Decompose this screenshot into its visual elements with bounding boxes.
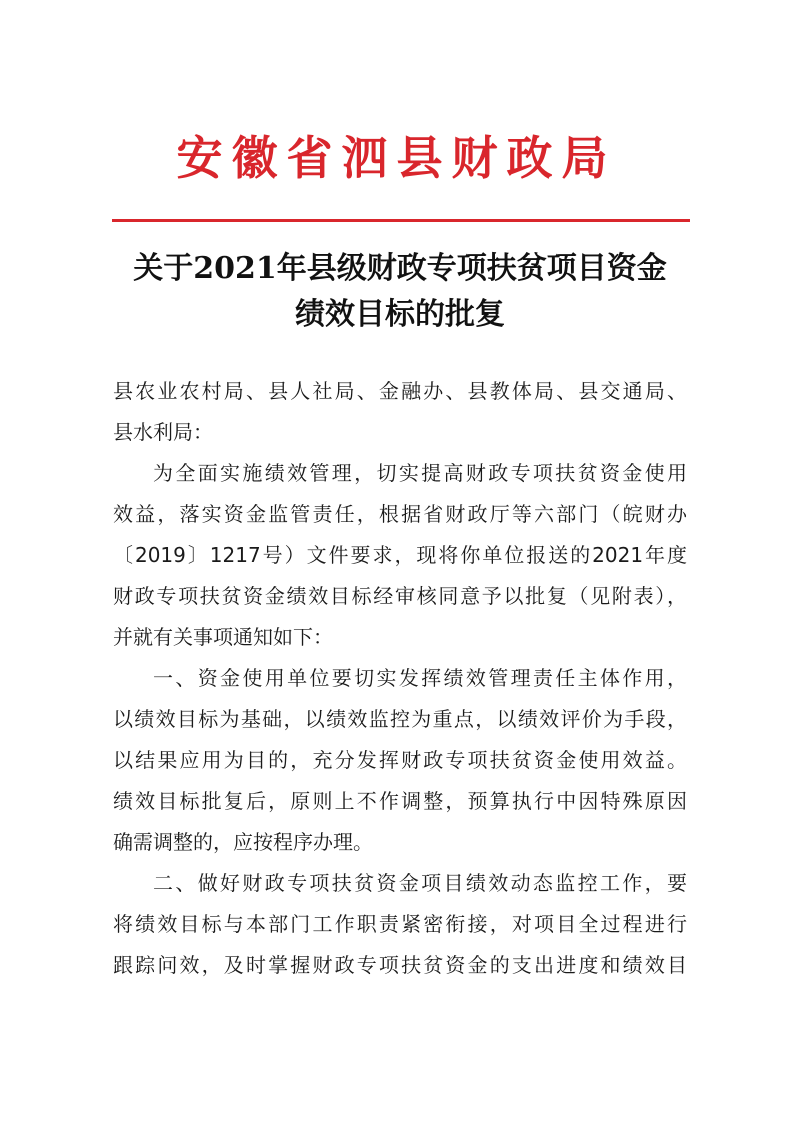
- item-one-line-1: 一、资金使用单位要切实发挥绩效管理责任主体作用，: [153, 666, 687, 690]
- recipients-line-2: 县水利局：: [113, 420, 213, 444]
- item-one-line-2: 以绩效目标为基础，以绩效监控为重点，以绩效评价为手段，: [113, 707, 687, 731]
- intro-paragraph-line-2: 效益，落实资金监管责任，根据省财政厅等六部门（皖财办: [113, 502, 687, 526]
- intro-paragraph-line-1: 为全面实施绩效管理，切实提高财政专项扶贫资金使用: [153, 461, 687, 485]
- item-one-line-3: 以结果应用为目的，充分发挥财政专项扶贫资金使用效益。: [113, 748, 687, 772]
- item-two-line-3: 跟踪问效，及时掌握财政专项扶贫资金的支出进度和绩效目: [113, 953, 687, 977]
- document-title: [100, 246, 700, 338]
- item-one-line-4: 绩效目标批复后，原则上不作调整，预算执行中因特殊原因: [113, 789, 687, 813]
- document-body: [113, 371, 687, 986]
- document-title-line-2: 绩效目标的批复: [295, 297, 505, 332]
- item-one-line-5: 确需调整的，应按程序办理。: [113, 830, 373, 854]
- document-title-line-1: 关于2021年县级财政专项扶贫项目资金: [133, 251, 667, 286]
- item-two-line-2: 将绩效目标与本部门工作职责紧密衔接，对项目全过程进行: [113, 912, 687, 936]
- intro-paragraph-line-3: 〔2019〕1217号）文件要求，现将你单位报送的2021年度: [113, 543, 687, 567]
- recipients-line-1: 县农业农村局、县人社局、金融办、县教体局、县交通局、: [113, 379, 687, 403]
- item-two-line-1: 二、做好财政专项扶贫资金项目绩效动态监控工作，要: [153, 871, 687, 895]
- issuing-authority-header: 安徽省泗县财政局: [176, 131, 617, 185]
- intro-paragraph-line-4: 财政专项扶贫资金绩效目标经审核同意予以批复（见附表），: [113, 584, 687, 608]
- red-separator-line: [112, 219, 690, 222]
- intro-paragraph-line-5: 并就有关事项通知如下：: [113, 625, 333, 649]
